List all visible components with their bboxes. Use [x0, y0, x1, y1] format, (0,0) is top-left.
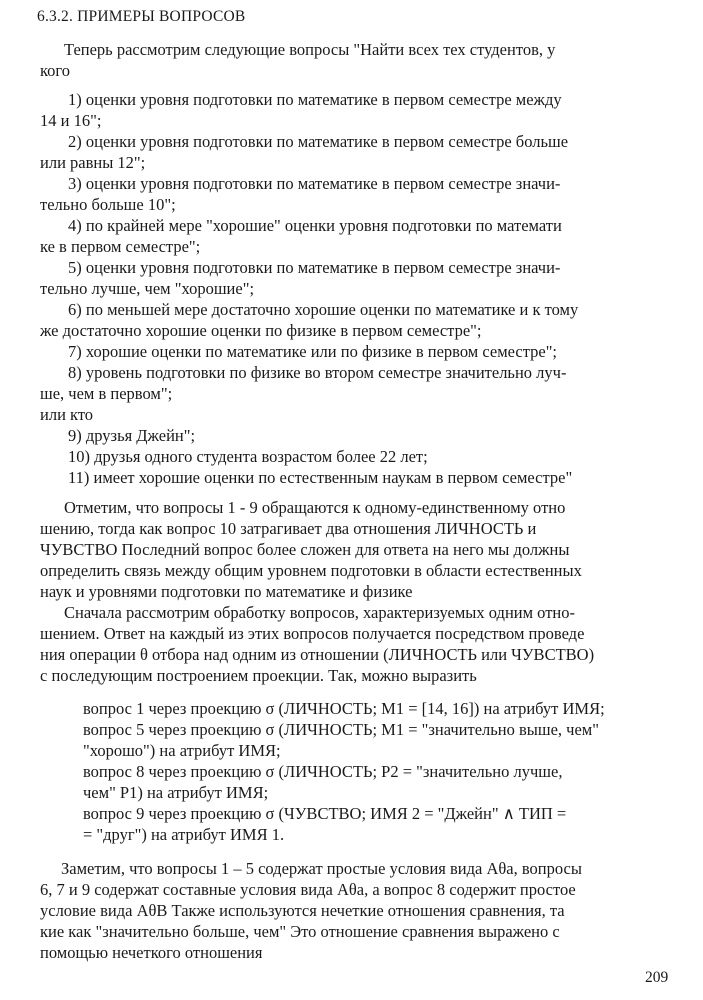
intro-line: кого [40, 61, 71, 80]
note-line: шением. Ответ на каждый из этих вопросов получается посредством проведе [40, 624, 585, 643]
projection-list [40, 698, 684, 845]
note-line: шению, тогда как вопрос 10 затрагивает два отношения ЛИЧНОСТЬ и [40, 519, 537, 538]
list-item-cont: ше, чем в первом"; [40, 384, 173, 403]
list-item-cont: 14 и 16"; [40, 111, 102, 130]
final-line: помощью нечеткого отношения [40, 943, 263, 962]
page-number: 209 [645, 969, 669, 986]
list-item: 5) оценки уровня подготовки по математике в первом семестре значи- [68, 258, 561, 277]
note-line: Отметим, что вопросы 1 - 9 обращаются к одному-единственному отно [64, 498, 566, 517]
projection-line: = "друг") на атрибут ИМЯ 1. [83, 825, 285, 844]
section-heading: 6.3.2. ПРИМЕРЫ ВОПРОСОВ [37, 8, 246, 25]
list-item: 8) уровень подготовки по физике во втором семестре значительно луч- [68, 363, 567, 382]
final-paragraph [40, 858, 684, 963]
note-line: ния операции θ отбора над одним из отношении (ЛИЧНОСТЬ или ЧУВСТВО) [40, 645, 595, 664]
note-line: Сначала рассмотрим обработку вопросов, характеризуемых одним отно- [64, 603, 575, 622]
list-item: 6) по меньшей мере достаточно хорошие оценки по математике и к тому [68, 300, 579, 319]
list-item-cont: тельно лучше, чем "хорошие"; [40, 279, 255, 298]
projection-line: "хорошо") на атрибут ИМЯ; [83, 741, 281, 760]
list-item-cont: тельно больше 10"; [40, 195, 176, 214]
projection-line: вопрос 1 через проекцию σ (ЛИЧНОСТЬ; M1 = [14, 16]) на атрибут ИМЯ; [83, 699, 605, 718]
projection-line: вопрос 9 через проекцию σ (ЧУВСТВО; ИМЯ 2 = "Джейн" ∧ ТИП = [83, 804, 567, 823]
list-item: 2) оценки уровня подготовки по математике в первом семестре больше [68, 132, 569, 151]
list-item: 4) по крайней мере "хорошие" оценки уровня подготовки по математи [68, 216, 562, 235]
projection-line: вопрос 8 через проекцию σ (ЛИЧНОСТЬ; P2 = "значительно лучше, [83, 762, 563, 781]
intro-line: Теперь рассмотрим следующие вопросы "Найти всех тех студентов, у [64, 40, 556, 59]
note-paragraph [40, 497, 684, 686]
list-item: 3) оценки уровня подготовки по математике в первом семестре значи- [68, 174, 561, 193]
list-item: 1) оценки уровня подготовки по математике в первом семестре между [68, 90, 562, 109]
intro-paragraph [40, 39, 684, 81]
final-line: кие как "значительно больше, чем" Это отношение сравнения выражено с [40, 922, 560, 941]
projection-line: вопрос 5 через проекцию σ (ЛИЧНОСТЬ; M1 = "значительно выше, чем" [83, 720, 599, 739]
list-item: 10) друзья одного студента возрастом более 22 лет; [68, 447, 428, 466]
projection-line: чем" P1) на атрибут ИМЯ; [83, 783, 269, 802]
list-item: 11) имеет хорошие оценки по естественным наукам в первом семестре" [68, 468, 573, 487]
list-item-cont: же достаточно хорошие оценки по физике в первом семестре"; [40, 321, 482, 340]
final-line: 6, 7 и 9 содержат составные условия вида Aθa, а вопрос 8 содержит простое [40, 880, 576, 899]
list-connector: или кто [40, 405, 94, 424]
note-line: определить связь между общим уровнем подготовки в области естественных [40, 561, 582, 580]
list-item-cont: ке в первом семестре"; [40, 237, 201, 256]
final-line: Заметим, что вопросы 1 – 5 содержат простые условия вида Aθa, вопросы [61, 859, 582, 878]
list-item: 9) друзья Джейн"; [68, 426, 196, 445]
question-list [40, 89, 684, 488]
note-line: с последующим построением проекции. Так, можно выразить [40, 666, 477, 685]
list-item-cont: или равны 12"; [40, 153, 146, 172]
note-line: ЧУВСТВО Последний вопрос более сложен для ответа на него мы должны [40, 540, 570, 559]
list-item: 7) хорошие оценки по математике или по физике в первом семестре"; [68, 342, 558, 361]
note-line: наук и уровнями подготовки по математике и физике [40, 582, 413, 601]
final-line: условие вида AθB Также используются нечеткие отношения сравнения, та [40, 901, 565, 920]
